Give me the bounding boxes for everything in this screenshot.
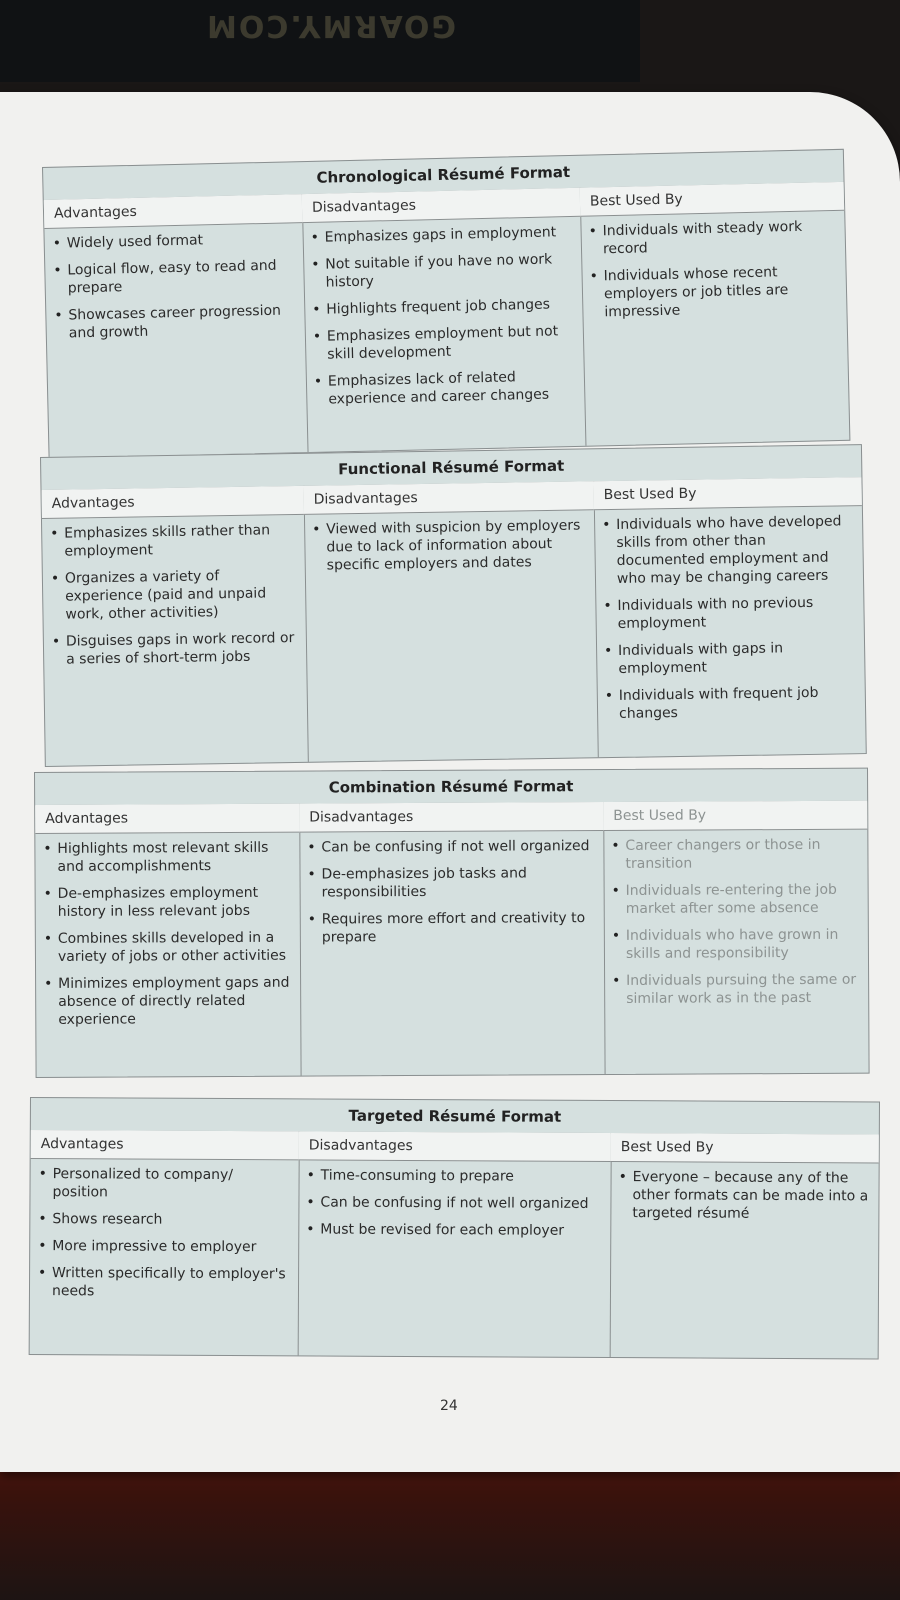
- column-header: Disadvantages: [299, 1131, 611, 1162]
- list-item: • Showcases career progression and growth: [68, 301, 297, 342]
- list-item: • Highlights frequent job changes: [326, 295, 574, 319]
- list-item: • Emphasizes employment but not skill development: [327, 322, 576, 364]
- list-item: • Personalized to company/ position: [52, 1165, 290, 1202]
- combination-table: [34, 768, 870, 1078]
- list-item: • Individuals who have grown in skills and responsibility: [626, 926, 860, 963]
- column-header: Disadvantages: [303, 481, 593, 515]
- list-item: • Written specifically to employer's needs: [52, 1264, 290, 1301]
- list-item: • Shows research: [52, 1210, 290, 1229]
- functional-table: [40, 444, 867, 767]
- list-item: • Individuals with no previous employment: [617, 593, 856, 633]
- list-item: • Must be revised for each employer: [320, 1221, 602, 1240]
- list-item: • Emphasizes lack of related experience and career changes: [328, 367, 577, 409]
- disadvantages-column: [302, 188, 587, 452]
- document-page: [0, 92, 900, 1472]
- list-item: • Can be confusing if not well organized: [320, 1194, 602, 1213]
- list-item: • Individuals pursuing the same or similar work as in the past: [626, 971, 860, 1008]
- list-item: • Emphasizes gaps in employment: [324, 223, 572, 247]
- column-header: Advantages: [35, 804, 299, 834]
- column-header: Advantages: [44, 194, 303, 229]
- advantages-column: [42, 486, 309, 766]
- list-item: • Combines skills developed in a variety of jobs or other activities: [58, 929, 292, 966]
- list-item: • More impressive to employer: [52, 1237, 290, 1256]
- table-title: Combination Résumé Format: [35, 769, 867, 806]
- column-header: Best Used By: [593, 477, 861, 510]
- list-item: • Individuals with gaps in employment: [618, 638, 857, 678]
- list-item: • Viewed with suspicion by employers due to lack of information about specific employers and dates: [326, 516, 587, 574]
- column-header: Best Used By: [580, 182, 845, 217]
- advantages-column: [30, 1130, 300, 1355]
- list-item: • Widely used format: [67, 229, 295, 252]
- disadvantages-column: [299, 802, 605, 1076]
- list-item: • Individuals re-entering the job market after some absence: [626, 881, 860, 918]
- list-item: • De-emphasizes employment history in less relevant jobs: [58, 884, 292, 921]
- best-used-by-column: [610, 1133, 879, 1358]
- list-item: • Minimizes employment gaps and absence of directly related experience: [58, 974, 292, 1029]
- best-used-by-column: [593, 477, 865, 757]
- list-item: • Individuals who have developed skills from other than documented employment and who may be changing careers: [616, 512, 855, 588]
- list-item: • Can be confusing if not well organized: [321, 837, 595, 856]
- best-used-by-column: [580, 182, 850, 446]
- list-item: • Career changers or those in transition: [625, 836, 859, 873]
- disadvantages-column: [303, 481, 598, 762]
- column-header: Best Used By: [603, 801, 867, 831]
- column-header: Advantages: [31, 1130, 299, 1160]
- column-header: Disadvantages: [302, 188, 581, 223]
- list-item: • Logical flow, easy to read and prepare: [67, 256, 296, 297]
- list-item: • De-emphasizes job tasks and responsibilities: [321, 864, 595, 901]
- list-item: • Individuals with steady work record: [602, 217, 837, 258]
- table-title: Targeted Résumé Format: [31, 1098, 879, 1135]
- targeted-table: [29, 1097, 880, 1359]
- list-item: • Organizes a variety of experience (paid and unpaid work, other activities): [65, 566, 298, 624]
- list-item: • Requires more effort and creativity to prepare: [322, 909, 596, 946]
- list-item: • Disguises gaps in work record or a series of short-term jobs: [66, 629, 299, 669]
- advantages-column: [35, 804, 301, 1077]
- list-item: • Emphasizes skills rather than employment: [64, 521, 297, 561]
- background-box: [0, 0, 640, 82]
- column-header: Best Used By: [611, 1133, 879, 1163]
- best-used-by-column: [603, 801, 868, 1074]
- table-title: Functional Résumé Format: [41, 445, 861, 491]
- advantages-column: [44, 194, 309, 458]
- column-header: Advantages: [42, 486, 304, 519]
- list-item: • Individuals whose recent employers or job titles are impressive: [603, 262, 838, 321]
- list-item: • Everyone – because any of the other formats can be made into a targeted résumé: [632, 1168, 870, 1223]
- column-header: Disadvantages: [299, 802, 603, 833]
- list-item: • Time-consuming to prepare: [321, 1167, 603, 1186]
- list-item: • Not suitable if you have no work history: [325, 250, 574, 292]
- table-title: Chronological Résumé Format: [43, 150, 844, 201]
- page-number: 24: [440, 1398, 458, 1414]
- list-item: • Individuals with frequent job changes: [619, 683, 858, 723]
- disadvantages-column: [298, 1131, 612, 1357]
- brand-logo-text: GOARMY.COM: [205, 8, 457, 43]
- chronological-table: [42, 149, 850, 459]
- list-item: • Highlights most relevant skills and accomplishments: [57, 839, 291, 876]
